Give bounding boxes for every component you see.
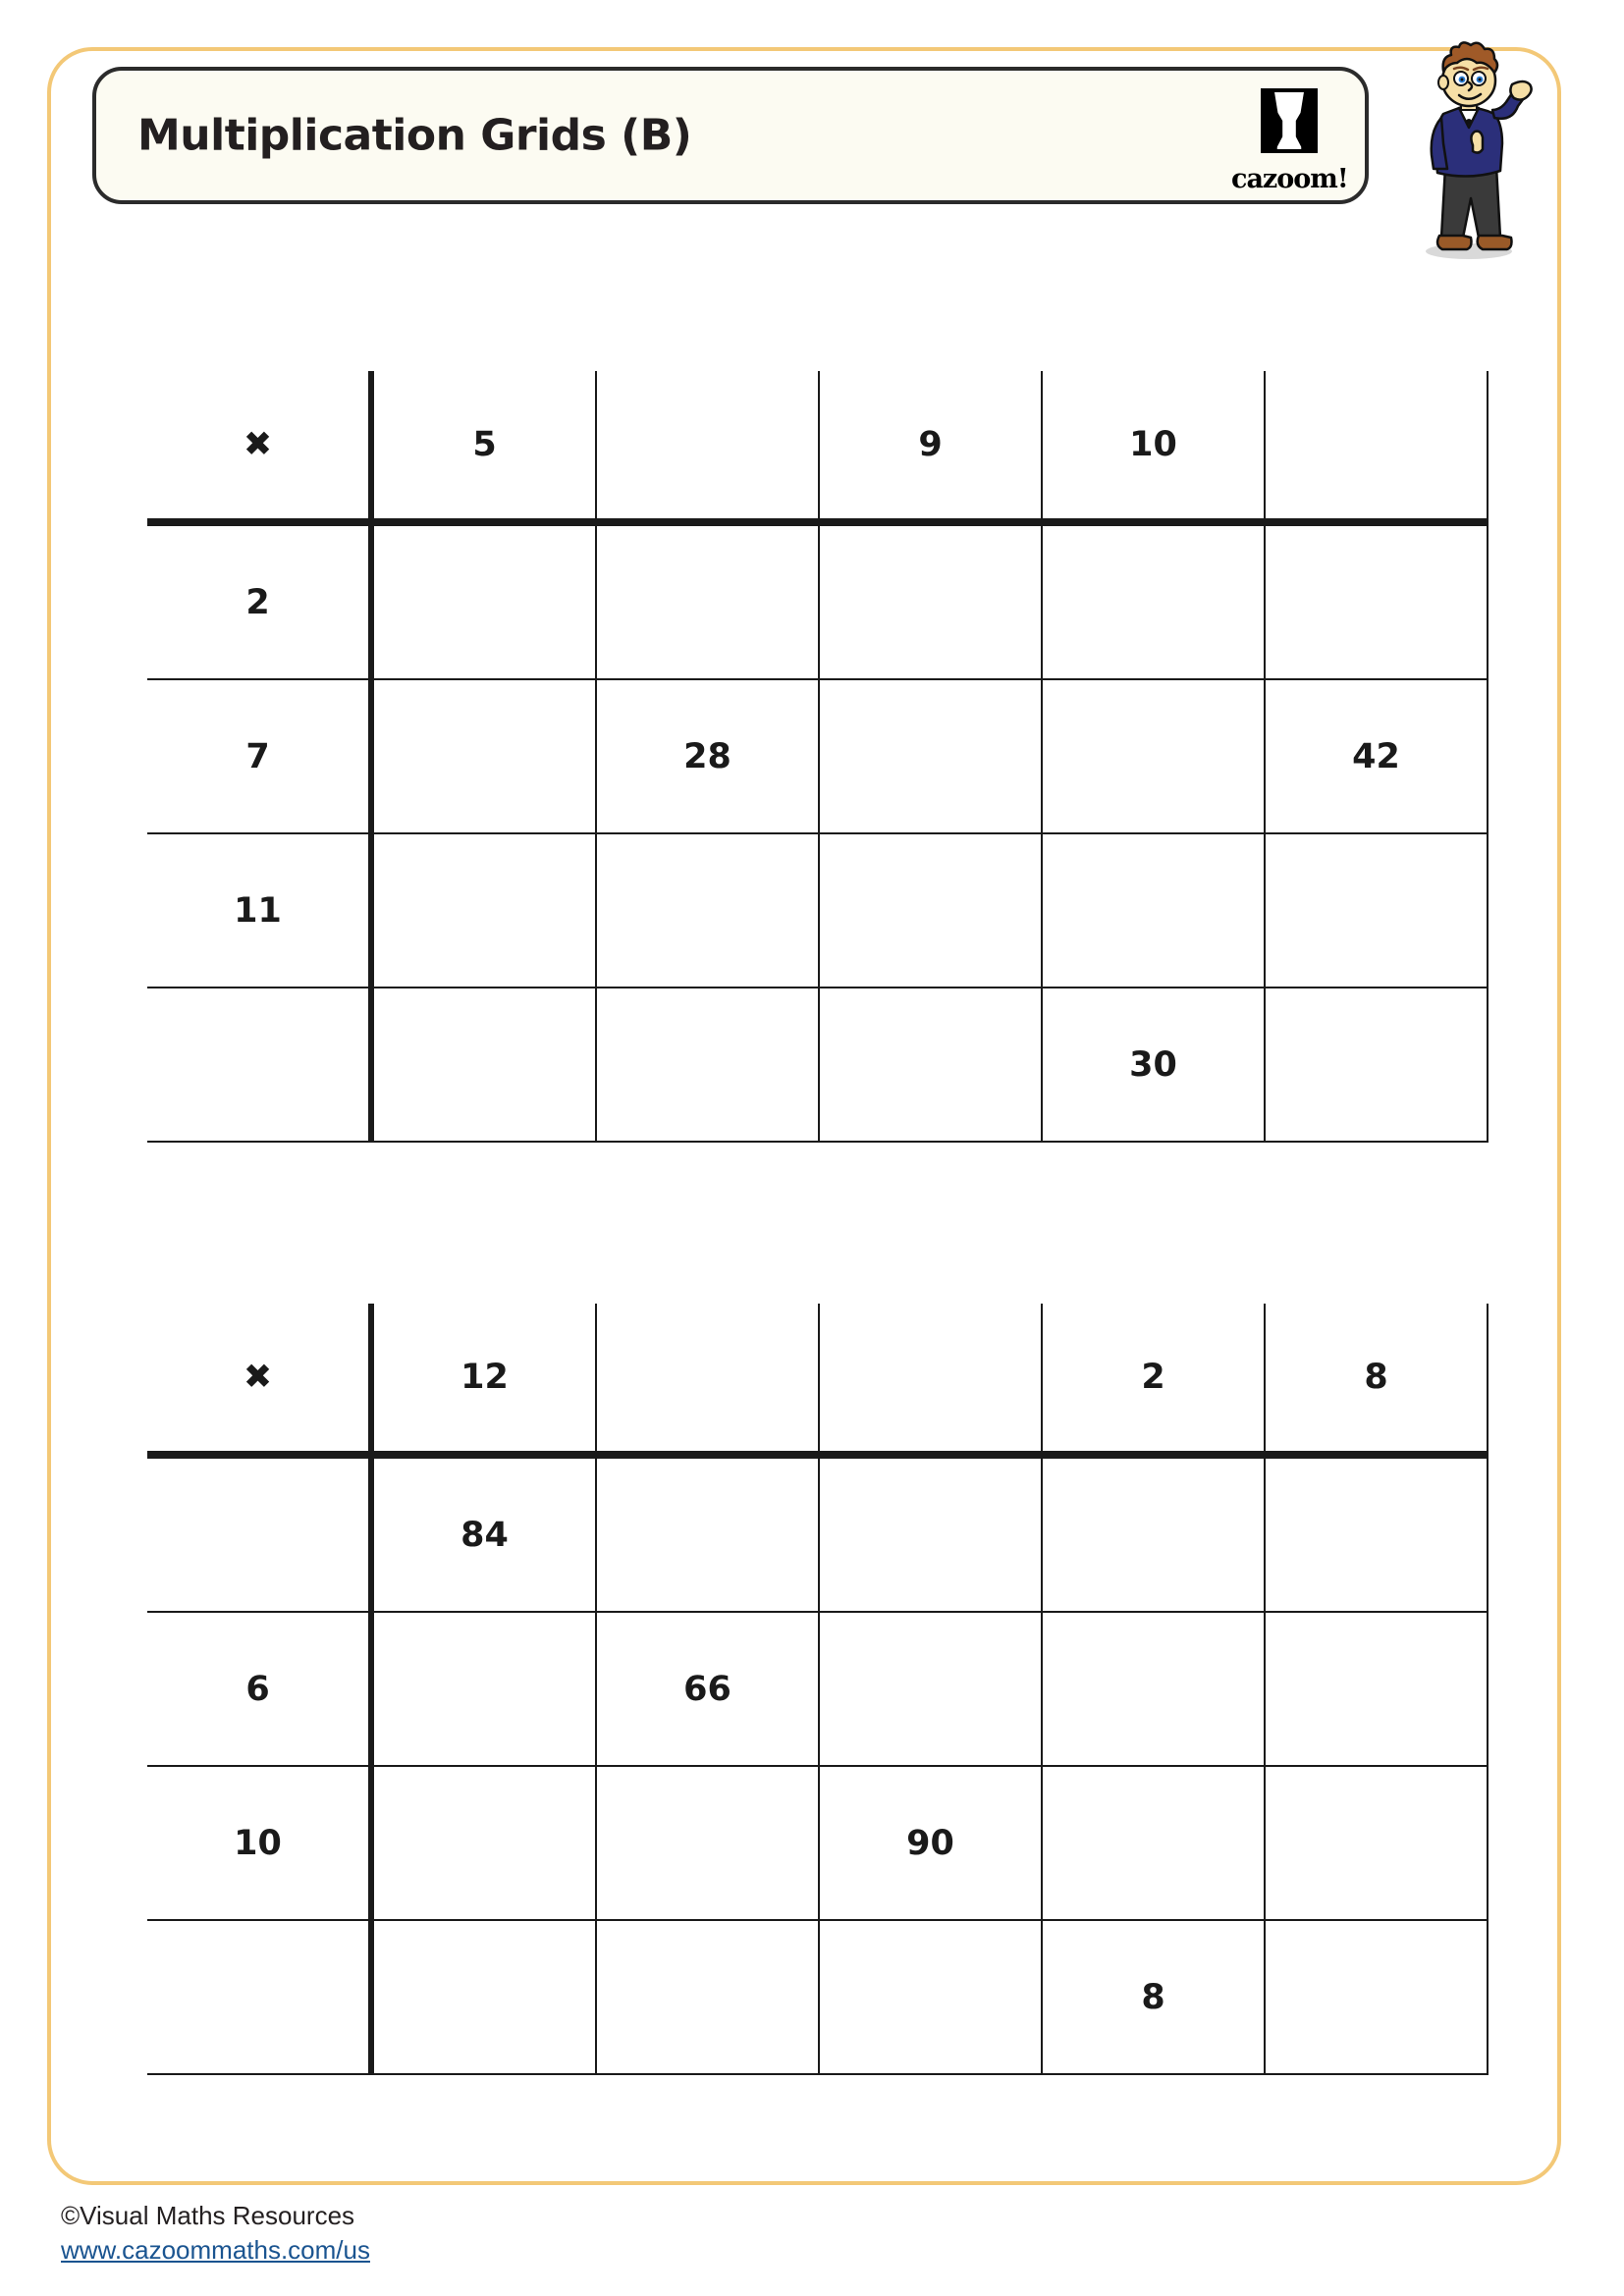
grid-1-cell-r3c4[interactable] (1042, 833, 1265, 988)
grid-2-row-label-3[interactable]: 10 (147, 1766, 371, 1920)
grid-2-cell-r2c3[interactable] (819, 1612, 1042, 1766)
page-title: Multiplication Grids (B) (137, 110, 692, 161)
grid-1-header-row (147, 371, 1488, 522)
grid-2-cell-r1c1[interactable]: 84 (371, 1455, 596, 1612)
grid-1-cell-r4c4[interactable]: 30 (1042, 988, 1265, 1142)
table-row (147, 679, 1488, 833)
grid-2-col-header-1[interactable]: 12 (371, 1304, 596, 1455)
multiplication-grid-1 (147, 371, 1489, 1143)
grid-1-cell-r4c1[interactable] (371, 988, 596, 1142)
grid-2-cell-r3c3[interactable]: 90 (819, 1766, 1042, 1920)
grid-2-col-header-3[interactable] (819, 1304, 1042, 1455)
grid-1-body (147, 371, 1488, 1142)
grid-1-cell-r2c2[interactable]: 28 (596, 679, 819, 833)
grid-2-cell-r4c1[interactable] (371, 1920, 596, 2074)
cartoon-boy-mascot (1402, 41, 1540, 267)
grid-2-cell-r1c5[interactable] (1265, 1455, 1488, 1612)
grid-2-cell-r3c5[interactable] (1265, 1766, 1488, 1920)
grid-2-row-label-2[interactable]: 6 (147, 1612, 371, 1766)
table-row (147, 1766, 1488, 1920)
grid-1-cell-r3c1[interactable] (371, 833, 596, 988)
grid-2-header-row (147, 1304, 1488, 1455)
grid-2-cell-r2c5[interactable] (1265, 1612, 1488, 1766)
grid-1-cell-r1c5[interactable] (1265, 522, 1488, 679)
grid-1-cell-r2c3[interactable] (819, 679, 1042, 833)
grid-2-col-header-5[interactable]: 8 (1265, 1304, 1488, 1455)
grid-1-col-header-5[interactable] (1265, 371, 1488, 522)
grid-2-cell-r2c4[interactable] (1042, 1612, 1265, 1766)
grid-1-cell-r1c3[interactable] (819, 522, 1042, 679)
grid-2-row-label-1[interactable] (147, 1455, 371, 1612)
grid-2-row-label-4[interactable] (147, 1920, 371, 2074)
title-box (92, 67, 1369, 204)
grid-1-col-header-4[interactable]: 10 (1042, 371, 1265, 522)
grid-1-row-label-1[interactable]: 2 (147, 522, 371, 679)
grid-1-cell-r1c2[interactable] (596, 522, 819, 679)
grid-2-cell-r1c4[interactable] (1042, 1455, 1265, 1612)
grid-1-col-header-3[interactable]: 9 (819, 371, 1042, 522)
grid-2-cell-r2c1[interactable] (371, 1612, 596, 1766)
grid-1-cell-r4c5[interactable] (1265, 988, 1488, 1142)
footer (61, 2199, 370, 2268)
grid-1-cell-r4c3[interactable] (819, 988, 1042, 1142)
grid-2-cell-r4c3[interactable] (819, 1920, 1042, 2074)
table-row (147, 1612, 1488, 1766)
grid-1-cell-r3c2[interactable] (596, 833, 819, 988)
grid-1-cell-r3c3[interactable] (819, 833, 1042, 988)
multiplication-grid-2 (147, 1304, 1489, 2075)
cazoom-website-link[interactable]: www.cazoommaths.com/us (61, 2235, 370, 2266)
table-row (147, 1455, 1488, 1612)
worksheet-header (92, 67, 1369, 204)
grid-2-body (147, 1304, 1488, 2074)
grid-2-cell-r4c2[interactable] (596, 1920, 819, 2074)
grid-2-col-header-4[interactable]: 2 (1042, 1304, 1265, 1455)
grid-2-cell-r2c2[interactable]: 66 (596, 1612, 819, 1766)
table-row (147, 833, 1488, 988)
cazoom-logo (1231, 84, 1347, 194)
grid-1-col-header-1[interactable]: 5 (371, 371, 596, 522)
grid-1-cell-r3c5[interactable] (1265, 833, 1488, 988)
cazoom-goblet-mark-icon (1261, 88, 1318, 153)
grid-1-col-header-2[interactable] (596, 371, 819, 522)
grid-1-row-label-3[interactable]: 11 (147, 833, 371, 988)
grid-1-cell-r2c4[interactable] (1042, 679, 1265, 833)
copyright-text: ©Visual Maths Resources (61, 2201, 355, 2230)
grid-1-cell-r4c2[interactable] (596, 988, 819, 1142)
grid-2-cell-r1c2[interactable] (596, 1455, 819, 1612)
grid-1-row-label-2[interactable]: 7 (147, 679, 371, 833)
grid-1-cell-r1c1[interactable] (371, 522, 596, 679)
cazoom-wordmark: cazoom! (1231, 164, 1348, 194)
goblet-shape-icon (1272, 92, 1306, 149)
grid-2-cell-r1c3[interactable] (819, 1455, 1042, 1612)
table-row (147, 988, 1488, 1142)
grid-2-col-header-2[interactable] (596, 1304, 819, 1455)
grid-2-cell-r3c1[interactable] (371, 1766, 596, 1920)
grid-2-cell-r4c5[interactable] (1265, 1920, 1488, 2074)
grid-1-cell-r2c5[interactable]: 42 (1265, 679, 1488, 833)
grid-1-row-label-4[interactable] (147, 988, 371, 1142)
grid-2-multiplication-symbol: ✖ (147, 1304, 371, 1455)
grid-1-cell-r2c1[interactable] (371, 679, 596, 833)
table-row (147, 1920, 1488, 2074)
grid-2-cell-r3c4[interactable] (1042, 1766, 1265, 1920)
grid-1-multiplication-symbol: ✖ (147, 371, 371, 522)
grid-1-cell-r1c4[interactable] (1042, 522, 1265, 679)
table-row (147, 522, 1488, 679)
grid-2-cell-r4c4[interactable]: 8 (1042, 1920, 1265, 2074)
grid-2-cell-r3c2[interactable] (596, 1766, 819, 1920)
